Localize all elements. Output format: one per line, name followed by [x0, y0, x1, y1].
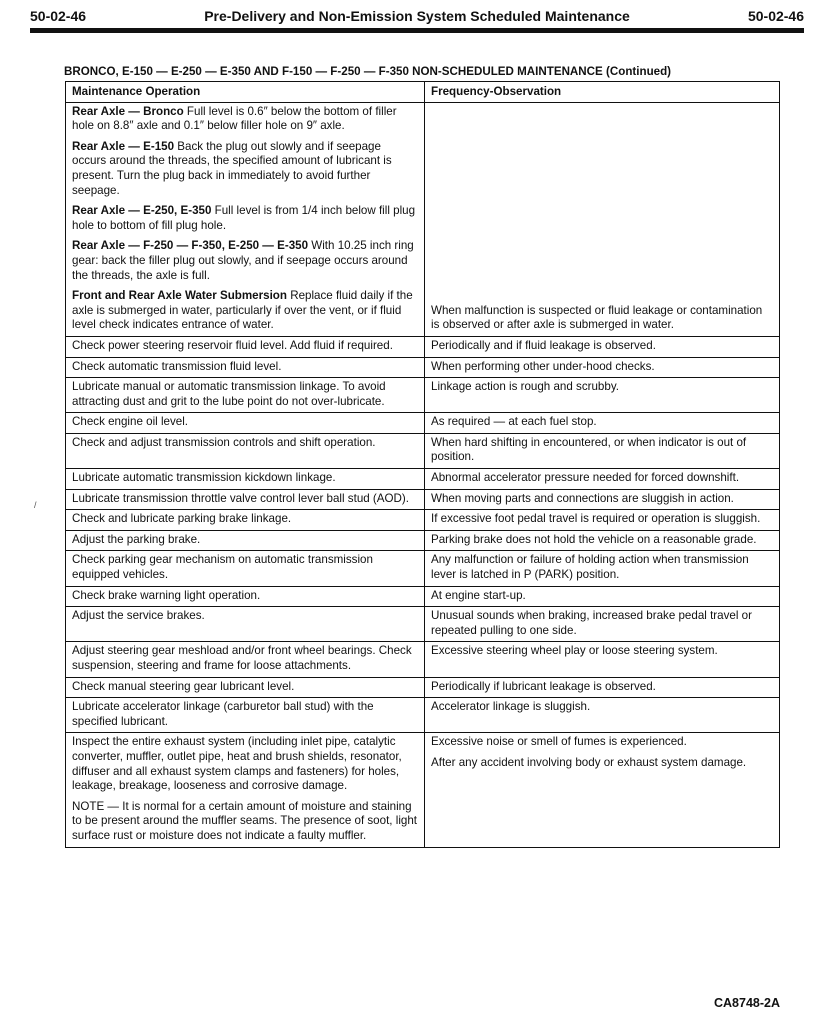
axle-water-para: [72, 289, 418, 333]
table-header-row: [66, 82, 780, 103]
frequency-cell: As required — at each fuel stop.: [425, 413, 780, 434]
table-row: [66, 551, 780, 586]
frequency-cell: Abnormal accelerator pressure needed for forced downshift.: [425, 469, 780, 490]
operation-cell: Check brake warning light operation.: [66, 586, 425, 607]
axle-f250-para: [72, 239, 418, 283]
table-row: [66, 489, 780, 510]
operation-cell: Check engine oil level.: [66, 413, 425, 434]
table-row: [66, 433, 780, 468]
operation-cell: Check and lubricate parking brake linkage.: [66, 510, 425, 531]
axle-water-text: Replace fluid daily if the axle is submerged in water, particularly if over the vent, or if fluid level check indicates entrance of water.: [72, 289, 413, 332]
operation-cell: Lubricate transmission throttle valve control lever ball stud (AOD).: [66, 489, 425, 510]
column-header-frequency: Frequency-Observation: [425, 82, 780, 103]
axle-e250-text: Full level is from 1/4 inch below fill plug hole to bottom of fill plug hole.: [72, 204, 416, 232]
table-row: [66, 357, 780, 378]
axle-e250-label: Rear Axle — E-250, E-350: [72, 204, 212, 218]
table-row: [66, 586, 780, 607]
header-rule: [30, 28, 804, 33]
table-row: [66, 378, 780, 413]
operation-cell: Lubricate automatic transmission kickdown linkage.: [66, 469, 425, 490]
operation-cell: Adjust the parking brake.: [66, 530, 425, 551]
axle-e150-text: Back the plug out slowly and if seepage occurs around the threads, the specified amount of lubricant is present. Turn the plug back in immediately to avoid further seepage.: [72, 139, 392, 197]
table-row: [66, 469, 780, 490]
frequency-cell: Unusual sounds when braking, increased brake pedal travel or repeated pulling to one side.: [425, 607, 780, 642]
table-row: [66, 413, 780, 434]
axle-e150-label: Rear Axle — E-150: [72, 139, 175, 153]
axle-e150-para: [72, 140, 418, 198]
table-row: [66, 642, 780, 677]
table-title: BRONCO, E-150 — E-250 — E-350 AND F-150 — F-250 — F-350 NON-SCHEDULED MAINTENANCE (Continued): [64, 65, 672, 78]
table-row-exhaust: [66, 733, 780, 847]
axle-bronco-text: Full level is 0.6″ below the bottom of filler hole on 8.8″ axle and 0.1″ below filler hole on 9″ axle.: [72, 104, 397, 133]
axle-e250-para: [72, 204, 418, 233]
operation-cell: Adjust the service brakes.: [66, 607, 425, 642]
table-row: [66, 698, 780, 733]
frequency-cell: When performing other under-hood checks.: [425, 357, 780, 378]
axle-operation-cell: [66, 102, 425, 336]
frequency-cell: Linkage action is rough and scrubby.: [425, 378, 780, 413]
axle-frequency-cell: [425, 102, 780, 336]
maintenance-table: [65, 81, 780, 848]
table-row: [66, 336, 780, 357]
operation-cell: Check manual steering gear lubricant level.: [66, 677, 425, 698]
exhaust-note: NOTE — It is normal for a certain amount of moisture and staining to be present around the muffler seams. The presence of soot, light surface rust or moisture does not indicate a faulty muffler.: [72, 799, 418, 842]
frequency-cell: At engine start-up.: [425, 586, 780, 607]
table-row-axle: [66, 102, 780, 336]
axle-water-frequency: When malfunction is suspected or fluid leakage or contamination is observed or after axle is submerged in water.: [431, 303, 763, 332]
axle-f250-label: Rear Axle — F-250 — F-350, E-250 — E-350: [72, 239, 309, 253]
page-number-left: 50-02-46: [30, 8, 87, 24]
table-row: [66, 510, 780, 531]
page-header-title: Pre-Delivery and Non-Emission System Scheduled Maintenance: [204, 8, 630, 24]
table-row: [66, 607, 780, 642]
page-header: [30, 8, 804, 28]
exhaust-operation-text: Inspect the entire exhaust system (including inlet pipe, catalytic converter, muffler, outlet pipe, heat and brush shields, resonator, diffuser and all exhaust system clamps and fasteners) for holes, leakage, breakage, looseness and corrosive damage.: [72, 735, 402, 793]
exhaust-frequency-2: After any accident involving body or exhaust system damage.: [431, 755, 747, 769]
operation-cell: Adjust steering gear meshload and/or front wheel bearings. Check suspension, steering and frame for loose attachments.: [66, 642, 425, 677]
frequency-cell: Periodically and if fluid leakage is observed.: [425, 336, 780, 357]
column-header-operation: Maintenance Operation: [66, 82, 425, 103]
operation-cell: Lubricate accelerator linkage (carburetor ball stud) with the specified lubricant.: [66, 698, 425, 733]
operation-cell: Check and adjust transmission controls and shift operation.: [66, 433, 425, 468]
stray-mark: /: [34, 500, 37, 510]
exhaust-frequency-cell: [425, 733, 780, 847]
frequency-cell: When moving parts and connections are sluggish in action.: [425, 489, 780, 510]
frequency-cell: Parking brake does not hold the vehicle on a reasonable grade.: [425, 530, 780, 551]
axle-bronco-label: Rear Axle — Bronco: [72, 104, 184, 118]
frequency-cell: When hard shifting in encountered, or when indicator is out of position.: [425, 433, 780, 468]
table-row: [66, 530, 780, 551]
axle-f250-text: With 10.25 inch ring gear: back the filler plug out slowly, and if seepage occurs around the threads, the axle is full.: [72, 239, 414, 282]
frequency-cell: Periodically if lubricant leakage is observed.: [425, 677, 780, 698]
frequency-cell: Excessive steering wheel play or loose steering system.: [425, 642, 780, 677]
figure-reference: CA8748-2A: [713, 996, 780, 1010]
page-number-right: 50-02-46: [747, 8, 804, 24]
operation-cell: Check automatic transmission fluid level.: [66, 357, 425, 378]
operation-cell: Check power steering reservoir fluid level. Add fluid if required.: [66, 336, 425, 357]
table-row: [66, 677, 780, 698]
frequency-cell: Any malfunction or failure of holding action when transmission lever is latched in P (PARK) position.: [425, 551, 780, 586]
axle-bronco-para: [72, 105, 418, 134]
axle-water-label: Front and Rear Axle Water Submersion: [72, 289, 287, 303]
frequency-cell: Accelerator linkage is sluggish.: [425, 698, 780, 733]
frequency-cell: If excessive foot pedal travel is required or operation is sluggish.: [425, 510, 780, 531]
operation-cell: Lubricate manual or automatic transmission linkage. To avoid attracting dust and grit to the lube point do not over-lubricate.: [66, 378, 425, 413]
exhaust-operation-cell: [66, 733, 425, 847]
operation-cell: Check parking gear mechanism on automatic transmission equipped vehicles.: [66, 551, 425, 586]
exhaust-frequency-1: Excessive noise or smell of fumes is experienced.: [431, 735, 687, 749]
